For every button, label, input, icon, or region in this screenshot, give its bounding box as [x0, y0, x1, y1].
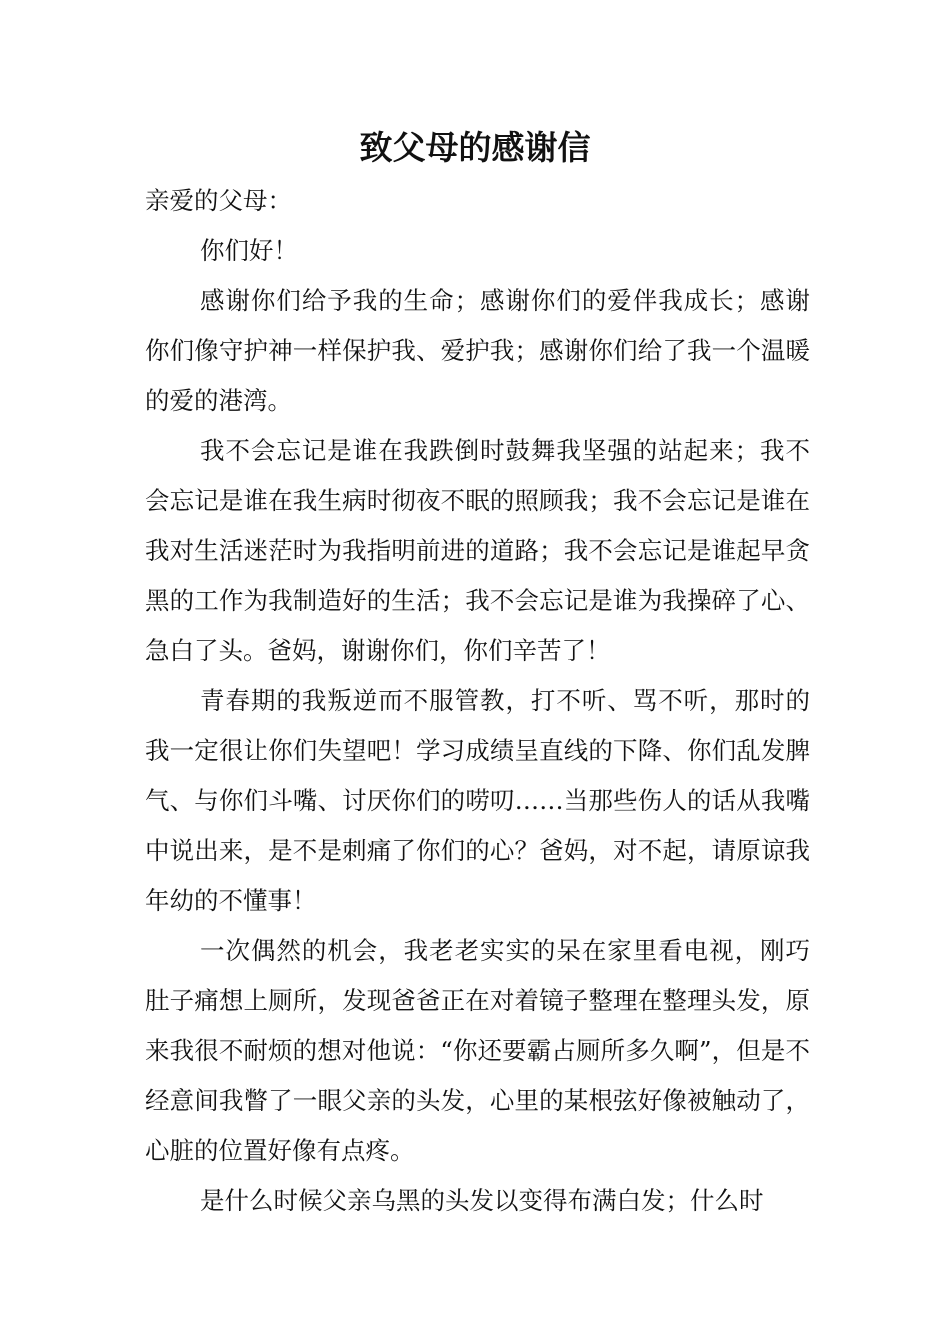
letter-body	[145, 176, 810, 1226]
paragraph: 一次偶然的机会，我老老实实的呆在家里看电视，刚巧肚子痛想上厕所，发现爸爸正在对着镜子整理在整理头发，原来我很不耐烦的想对他说：“你还要霸占厕所多久啊”，但是不经意间我瞥了一眼父亲的头发，心里的某根弦好像被触动了，心脏的位置好像有点疼。	[145, 936, 810, 1165]
paragraph: 是什么时候父亲乌黑的头发以变得布满白发；什么时	[200, 1186, 764, 1215]
salutation: 亲爱的父母：	[145, 186, 292, 215]
paragraph: 青春期的我叛逆而不服管教，打不听、骂不听，那时的我一定很让你们失望吧！学习成绩呈直线的下降、你们乱发脾气、与你们斗嘴、讨厌你们的唠叨……当那些伤人的话从我嘴中说出来，是不是刺痛了你们的心？爸妈，对不起，请原谅我年幼的不懂事！	[145, 686, 810, 915]
document-title: 致父母的感谢信	[359, 128, 591, 167]
greeting: 你们好！	[200, 236, 298, 265]
paragraph: 我不会忘记是谁在我跌倒时鼓舞我坚强的站起来；我不会忘记是谁在我生病时彻夜不眠的照顾我；我不会忘记是谁在我对生活迷茫时为我指明前进的道路；我不会忘记是谁起早贪黑的工作为我制造好的生活；我不会忘记是谁为我操碎了心、急白了头。爸妈，谢谢你们，你们辛苦了！	[145, 436, 810, 665]
paragraph: 感谢你们给予我的生命；感谢你们的爱伴我成长；感谢你们像守护神一样保护我、爱护我；感谢你们给了我一个温暖的爱的港湾。	[145, 286, 810, 415]
